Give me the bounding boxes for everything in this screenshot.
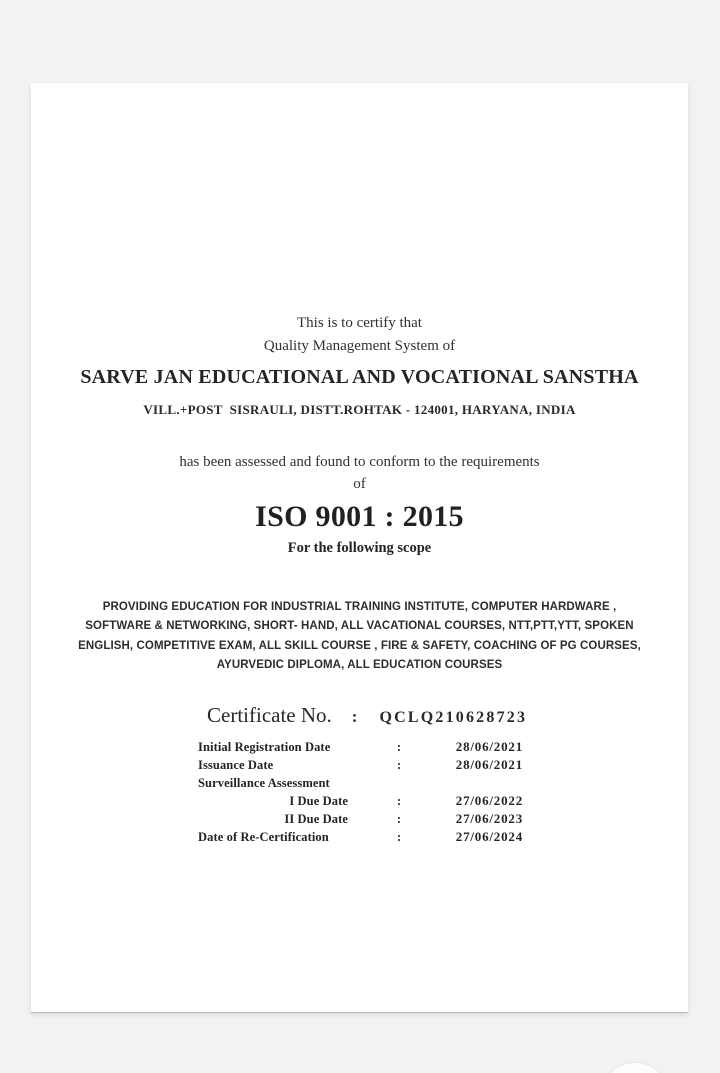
conformity-line-1: has been assessed and found to conform to the requirements [179, 454, 540, 470]
scope-text [31, 598, 688, 676]
date-separator: : [396, 758, 402, 772]
floating-action-button[interactable] [602, 1063, 668, 1073]
date-value: 28/06/2021 [455, 739, 523, 754]
organization-address: VILL.+POST SISRAULI, DISTT.ROHTAK - 124001, HARYANA, INDIA [143, 402, 576, 417]
date-value: 27/06/2022 [455, 793, 523, 808]
dates-table [198, 738, 523, 846]
date-value: 27/06/2024 [455, 829, 523, 844]
date-label: Initial Registration Date [198, 740, 331, 754]
certify-line-1: This is to certify that [297, 315, 422, 331]
date-label: Date of Re-Certification [198, 830, 329, 844]
conformity-line-2: of [353, 476, 366, 492]
certificate-number-separator: : [351, 707, 358, 726]
table-row-surveillance-assessment [198, 774, 523, 792]
scope-line: PROVIDING EDUCATION FOR INDUSTRIAL TRAINING INSTITUTE, COMPUTER HARDWARE , [102, 601, 617, 613]
date-label: I Due Date [289, 794, 348, 808]
certificate-page [31, 83, 688, 1012]
date-label: Issuance Date [198, 758, 274, 772]
certify-line-2: Quality Management System of [263, 338, 456, 354]
table-row-recertification-date [198, 828, 523, 846]
date-value: 27/06/2023 [455, 811, 523, 826]
standard-title: ISO 9001 : 2015 [255, 500, 464, 533]
scope-line: SOFTWARE & NETWORKING, SHORT- HAND, ALL VACATIONAL COURSES, NTT,PTT,YTT, SPOKEN [85, 620, 634, 633]
table-row-first-due-date [198, 792, 523, 810]
certificate-number-value: QCLQ210628723 [379, 709, 528, 726]
certificate-number-label: Certificate No. [207, 703, 332, 727]
table-row-initial-registration [198, 738, 523, 756]
scope-heading: For the following scope [287, 540, 432, 556]
date-separator: : [396, 794, 402, 808]
certificate-number-row [207, 701, 527, 729]
scope-line: AYURVEDIC DIPLOMA, ALL EDUCATION COURSES [216, 659, 503, 672]
date-separator: : [396, 812, 402, 826]
date-value: 28/06/2021 [455, 757, 523, 772]
date-separator: : [396, 740, 402, 754]
table-row-second-due-date [198, 810, 523, 828]
scope-line: ENGLISH, COMPETITIVE EXAM, ALL SKILL COURSE , FIRE & SAFETY, COACHING OF PG COURSES, [78, 639, 641, 652]
table-row-issuance-date [198, 756, 523, 774]
date-label: II Due Date [284, 812, 348, 826]
date-separator: : [396, 830, 402, 844]
organization-name: SARVE JAN EDUCATIONAL AND VOCATIONAL SANSTHA [80, 366, 639, 388]
date-label: Surveillance Assessment [198, 776, 330, 790]
